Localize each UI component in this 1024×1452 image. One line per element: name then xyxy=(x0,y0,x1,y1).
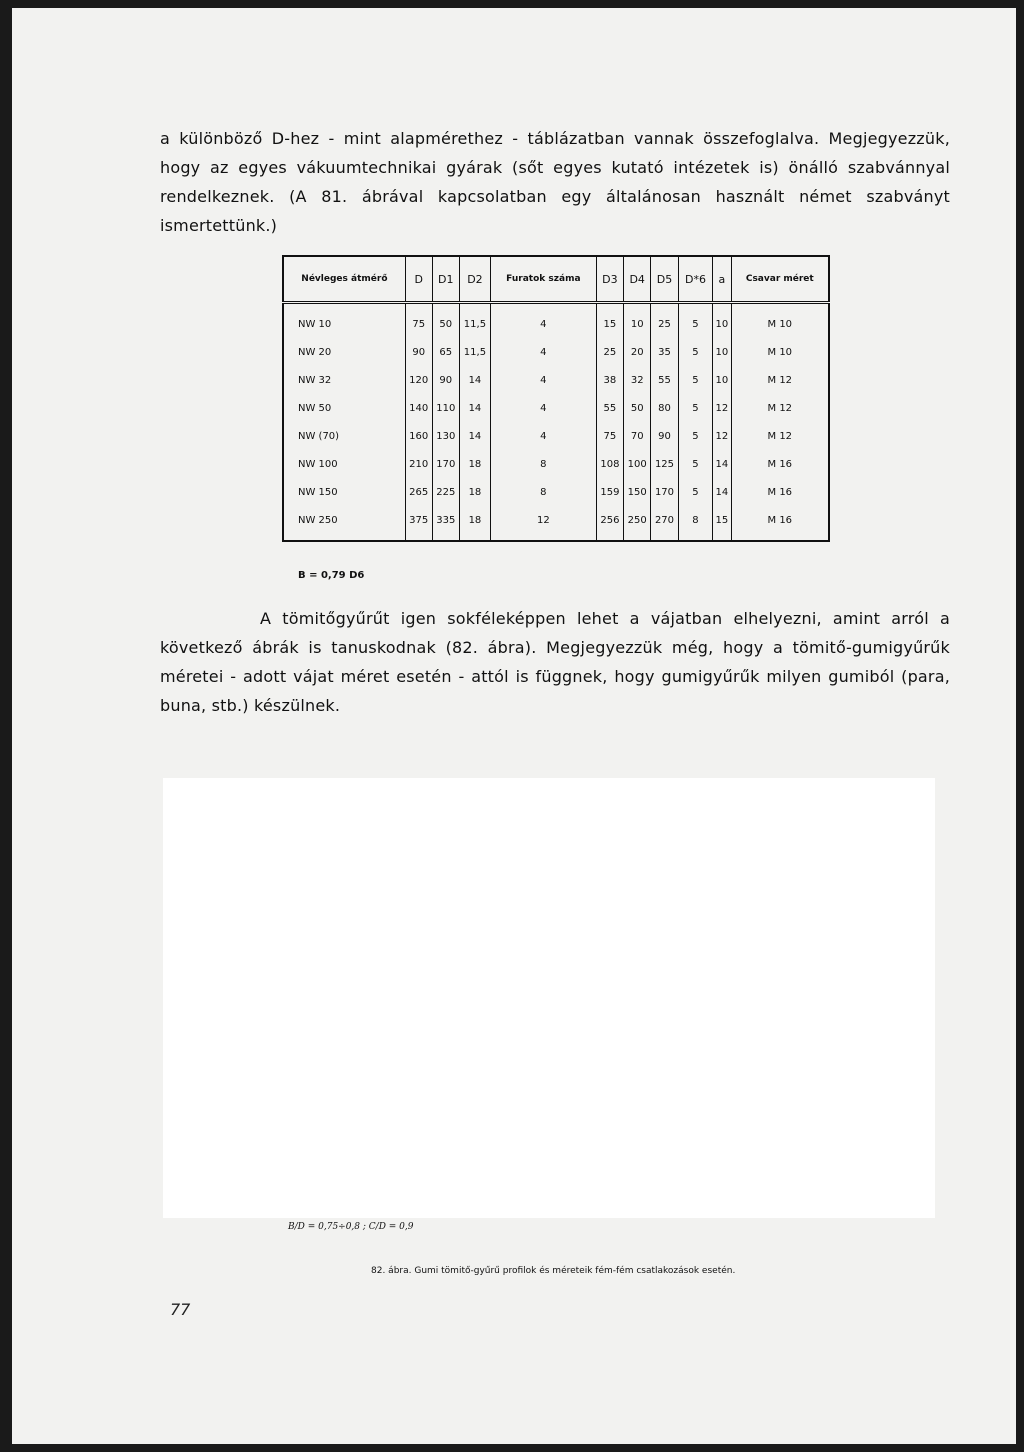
table-body xyxy=(283,303,829,542)
table-header-row xyxy=(283,256,829,303)
cell-d5: 170 xyxy=(651,478,678,506)
cell-d2: 11,5 xyxy=(459,303,490,339)
table-row xyxy=(283,303,829,339)
intro-paragraph: a különböző D-hez - mint alapmérethez - táblázatban vannak összefoglalva. Megjegyezzük, hogy az egyes vákuumtechnikai gyárak (sőt egyes kutató intézetek is) önálló szabvánnyal rendelkeznek. (A 81. ábrával kapcsolatban egy általánosan használt német szabványt ismertettünk.) xyxy=(160,129,950,235)
cell-d: 140 xyxy=(405,394,432,422)
cell-d4: 70 xyxy=(624,422,651,450)
cell-holes: 4 xyxy=(490,366,596,394)
cell-d4: 150 xyxy=(624,478,651,506)
cell-screw: M 10 xyxy=(731,303,829,339)
cell-screw: M 16 xyxy=(731,450,829,478)
figure-caption: 82. ábra. Gumi tömitő-gyűrű profilok és méreteik fém-fém csatlakozások esetén. xyxy=(371,1266,736,1276)
cell-d5: 25 xyxy=(651,303,678,339)
cell-screw: M 16 xyxy=(731,478,829,506)
cell-a: 10 xyxy=(713,366,731,394)
cell-screw: M 12 xyxy=(731,394,829,422)
cell-d1: 130 xyxy=(432,422,459,450)
header-d6: D*6 xyxy=(678,256,713,303)
cell-d3: 55 xyxy=(596,394,623,422)
cell-d4: 50 xyxy=(624,394,651,422)
cell-a: 15 xyxy=(713,506,731,541)
header-d1: D1 xyxy=(432,256,459,303)
cell-d6: 5 xyxy=(678,478,713,506)
cell-nominal: NW 250 xyxy=(283,506,405,541)
cell-a: 14 xyxy=(713,450,731,478)
table-row xyxy=(283,366,829,394)
cell-d: 90 xyxy=(405,338,432,366)
cell-d2: 11,5 xyxy=(459,338,490,366)
cell-nominal: NW 20 xyxy=(283,338,405,366)
cell-holes: 8 xyxy=(490,478,596,506)
cell-nominal: NW 150 xyxy=(283,478,405,506)
cell-d5: 90 xyxy=(651,422,678,450)
cell-d1: 65 xyxy=(432,338,459,366)
cell-nominal: NW (70) xyxy=(283,422,405,450)
cell-d2: 18 xyxy=(459,506,490,541)
cell-d3: 75 xyxy=(596,422,623,450)
cell-d3: 25 xyxy=(596,338,623,366)
cell-d5: 125 xyxy=(651,450,678,478)
cell-a: 14 xyxy=(713,478,731,506)
cell-nominal: NW 32 xyxy=(283,366,405,394)
cell-d: 210 xyxy=(405,450,432,478)
cell-d3: 159 xyxy=(596,478,623,506)
cell-holes: 12 xyxy=(490,506,596,541)
cell-d: 160 xyxy=(405,422,432,450)
cell-d3: 108 xyxy=(596,450,623,478)
cell-screw: M 12 xyxy=(731,422,829,450)
cell-d4: 10 xyxy=(624,303,651,339)
formula: B = 0,79 D6 xyxy=(298,570,365,581)
cell-d1: 335 xyxy=(432,506,459,541)
cell-a: 12 xyxy=(713,422,731,450)
cell-d5: 80 xyxy=(651,394,678,422)
header-d2: D2 xyxy=(459,256,490,303)
cell-holes: 8 xyxy=(490,450,596,478)
table-row xyxy=(283,394,829,422)
header-d5: D5 xyxy=(651,256,678,303)
figure-ratio: B/D = 0,75÷0,8 ; C/D = 0,9 xyxy=(288,1222,414,1232)
cell-d3: 256 xyxy=(596,506,623,541)
cell-d3: 38 xyxy=(596,366,623,394)
body-paragraph-text: A tömitőgyűrűt igen sokféleképpen lehet a vájatban elhelyezni, amint arról a következő ábrák is tanuskodnak (82. ábra). Megjegyezzük még, hogy a tömitő-gumigyűrűk méretei - adott vájat méret esetén - attól is függnek, hogy gumigyűrűk milyen gumiból (para, buna, stb.) készülnek. xyxy=(160,609,950,715)
cell-d6: 5 xyxy=(678,366,713,394)
header-holes: Furatok száma xyxy=(490,256,596,303)
cell-d6: 5 xyxy=(678,394,713,422)
header-a: a xyxy=(713,256,731,303)
cell-d5: 55 xyxy=(651,366,678,394)
cell-a: 10 xyxy=(713,338,731,366)
table-row xyxy=(283,506,829,541)
cell-d5: 270 xyxy=(651,506,678,541)
cell-a: 12 xyxy=(713,394,731,422)
cell-d: 265 xyxy=(405,478,432,506)
table-row xyxy=(283,450,829,478)
table-row xyxy=(283,478,829,506)
header-screw: Csavar méret xyxy=(731,256,829,303)
cell-d4: 100 xyxy=(624,450,651,478)
cell-d1: 50 xyxy=(432,303,459,339)
cell-d2: 14 xyxy=(459,422,490,450)
cell-d6: 5 xyxy=(678,338,713,366)
cell-d2: 18 xyxy=(459,478,490,506)
cell-screw: M 10 xyxy=(731,338,829,366)
cell-d6: 5 xyxy=(678,303,713,339)
cell-d1: 225 xyxy=(432,478,459,506)
cell-nominal: NW 100 xyxy=(283,450,405,478)
cell-screw: M 12 xyxy=(731,366,829,394)
cell-holes: 4 xyxy=(490,394,596,422)
cell-screw: M 16 xyxy=(731,506,829,541)
table-row xyxy=(283,422,829,450)
cell-d2: 14 xyxy=(459,394,490,422)
cell-d4: 32 xyxy=(624,366,651,394)
cell-holes: 4 xyxy=(490,303,596,339)
cell-d: 375 xyxy=(405,506,432,541)
cell-d1: 90 xyxy=(432,366,459,394)
table-row xyxy=(283,338,829,366)
cell-a: 10 xyxy=(713,303,731,339)
cell-d6: 8 xyxy=(678,506,713,541)
cell-nominal: NW 10 xyxy=(283,303,405,339)
cell-d4: 20 xyxy=(624,338,651,366)
page-number: 77 xyxy=(170,1300,191,1319)
cell-d1: 110 xyxy=(432,394,459,422)
cell-holes: 4 xyxy=(490,422,596,450)
header-d4: D4 xyxy=(624,256,651,303)
cell-d: 120 xyxy=(405,366,432,394)
body-paragraph xyxy=(160,604,950,720)
cell-d5: 35 xyxy=(651,338,678,366)
cell-d2: 18 xyxy=(459,450,490,478)
cell-d1: 170 xyxy=(432,450,459,478)
header-nominal: Névleges átmérő xyxy=(283,256,405,303)
flange-dimension-table xyxy=(282,255,830,542)
cell-d4: 250 xyxy=(624,506,651,541)
cell-d3: 15 xyxy=(596,303,623,339)
cell-d6: 5 xyxy=(678,450,713,478)
cell-d2: 14 xyxy=(459,366,490,394)
cell-holes: 4 xyxy=(490,338,596,366)
cell-d: 75 xyxy=(405,303,432,339)
header-d: D xyxy=(405,256,432,303)
cell-nominal: NW 50 xyxy=(283,394,405,422)
figure-image-area xyxy=(163,778,935,1218)
header-d3: D3 xyxy=(596,256,623,303)
cell-d6: 5 xyxy=(678,422,713,450)
